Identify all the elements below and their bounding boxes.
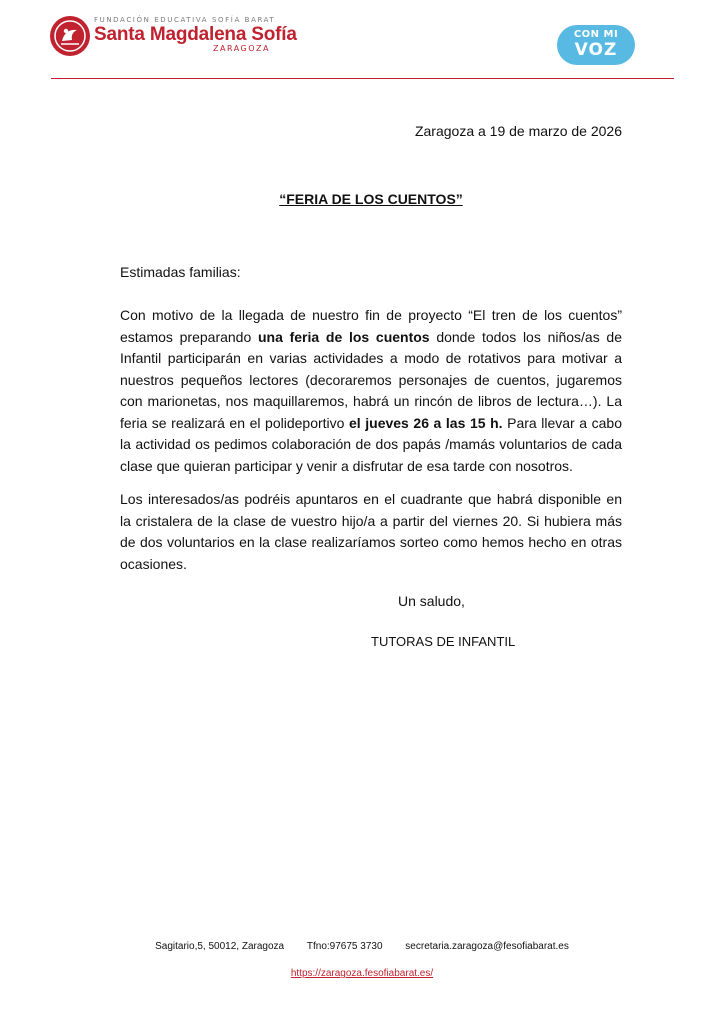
paragraph-1 — [120, 305, 622, 477]
p1-text-c: donde todos los niños/as de Infantil participarán en varias actividades a modo de rotativos para motivar a nuestros pequeños lectores (decoraremos personajes de cuentos, jugaremos con marionetas, nos maquillaremos, habrá un rincón de libros de lectura…). La feria se realizará en el polideportivo — [120, 328, 623, 431]
footer-address: Sagitario,5, 50012, Zaragoza — [155, 941, 285, 952]
badge-line-1: CON MI — [573, 29, 619, 40]
footer-website-link[interactable]: https://zaragoza.fesofiabarat.es/ — [290, 968, 434, 979]
p1-text-e: Para llevar a cabo la actividad os pedimos colaboración de dos papás /mamás voluntarios de cada clase que quieran participar y venir a disfrutar de esa tarde con nosotros. — [120, 414, 622, 474]
salutation: Estimadas familias: — [120, 264, 241, 280]
school-city: ZARAGOZA — [213, 44, 270, 53]
footer-contact — [0, 939, 724, 955]
p1-text-a: Con motivo de la llegada de nuestro fin de proyecto “El tren de los cuentos” estamos preparando — [120, 307, 622, 345]
letter-title: “FERIA DE LOS CUENTOS” — [279, 191, 463, 207]
closing: Un saludo, — [398, 593, 465, 609]
footer-phone: Tfno:97675 3730 — [306, 941, 383, 952]
school-name: Santa Magdalena Sofía — [94, 24, 297, 45]
p1-bold-date: el jueves 26 a las 15 h. — [349, 414, 503, 431]
school-logo — [50, 14, 297, 60]
letter-date: Zaragoza a 19 de marzo de 2026 — [414, 123, 622, 139]
badge-line-2: VOZ — [574, 40, 618, 60]
header-divider — [51, 78, 674, 79]
con-mi-voz-logo — [557, 25, 635, 65]
signature: TUTORAS DE INFANTIL — [371, 634, 516, 649]
paragraph-2: Los interesados/as podréis apuntaros en el cuadrante que habrá disponible en la cristalera de la clase de vuestro hijo/a a partir del viernes 20. Si hubiera más de dos voluntarios en la clase realizaríamos sorteo como hemos hecho en otras ocasiones. — [120, 491, 622, 572]
school-seal-icon — [50, 16, 90, 56]
p1-bold-feria: una feria de los cuentos — [257, 328, 430, 345]
foundation-name: FUNDACIÓN EDUCATIVA SOFÍA BARAT — [94, 16, 276, 24]
footer-email[interactable]: secretaria.zaragoza@fesofiabarat.es — [405, 941, 569, 952]
